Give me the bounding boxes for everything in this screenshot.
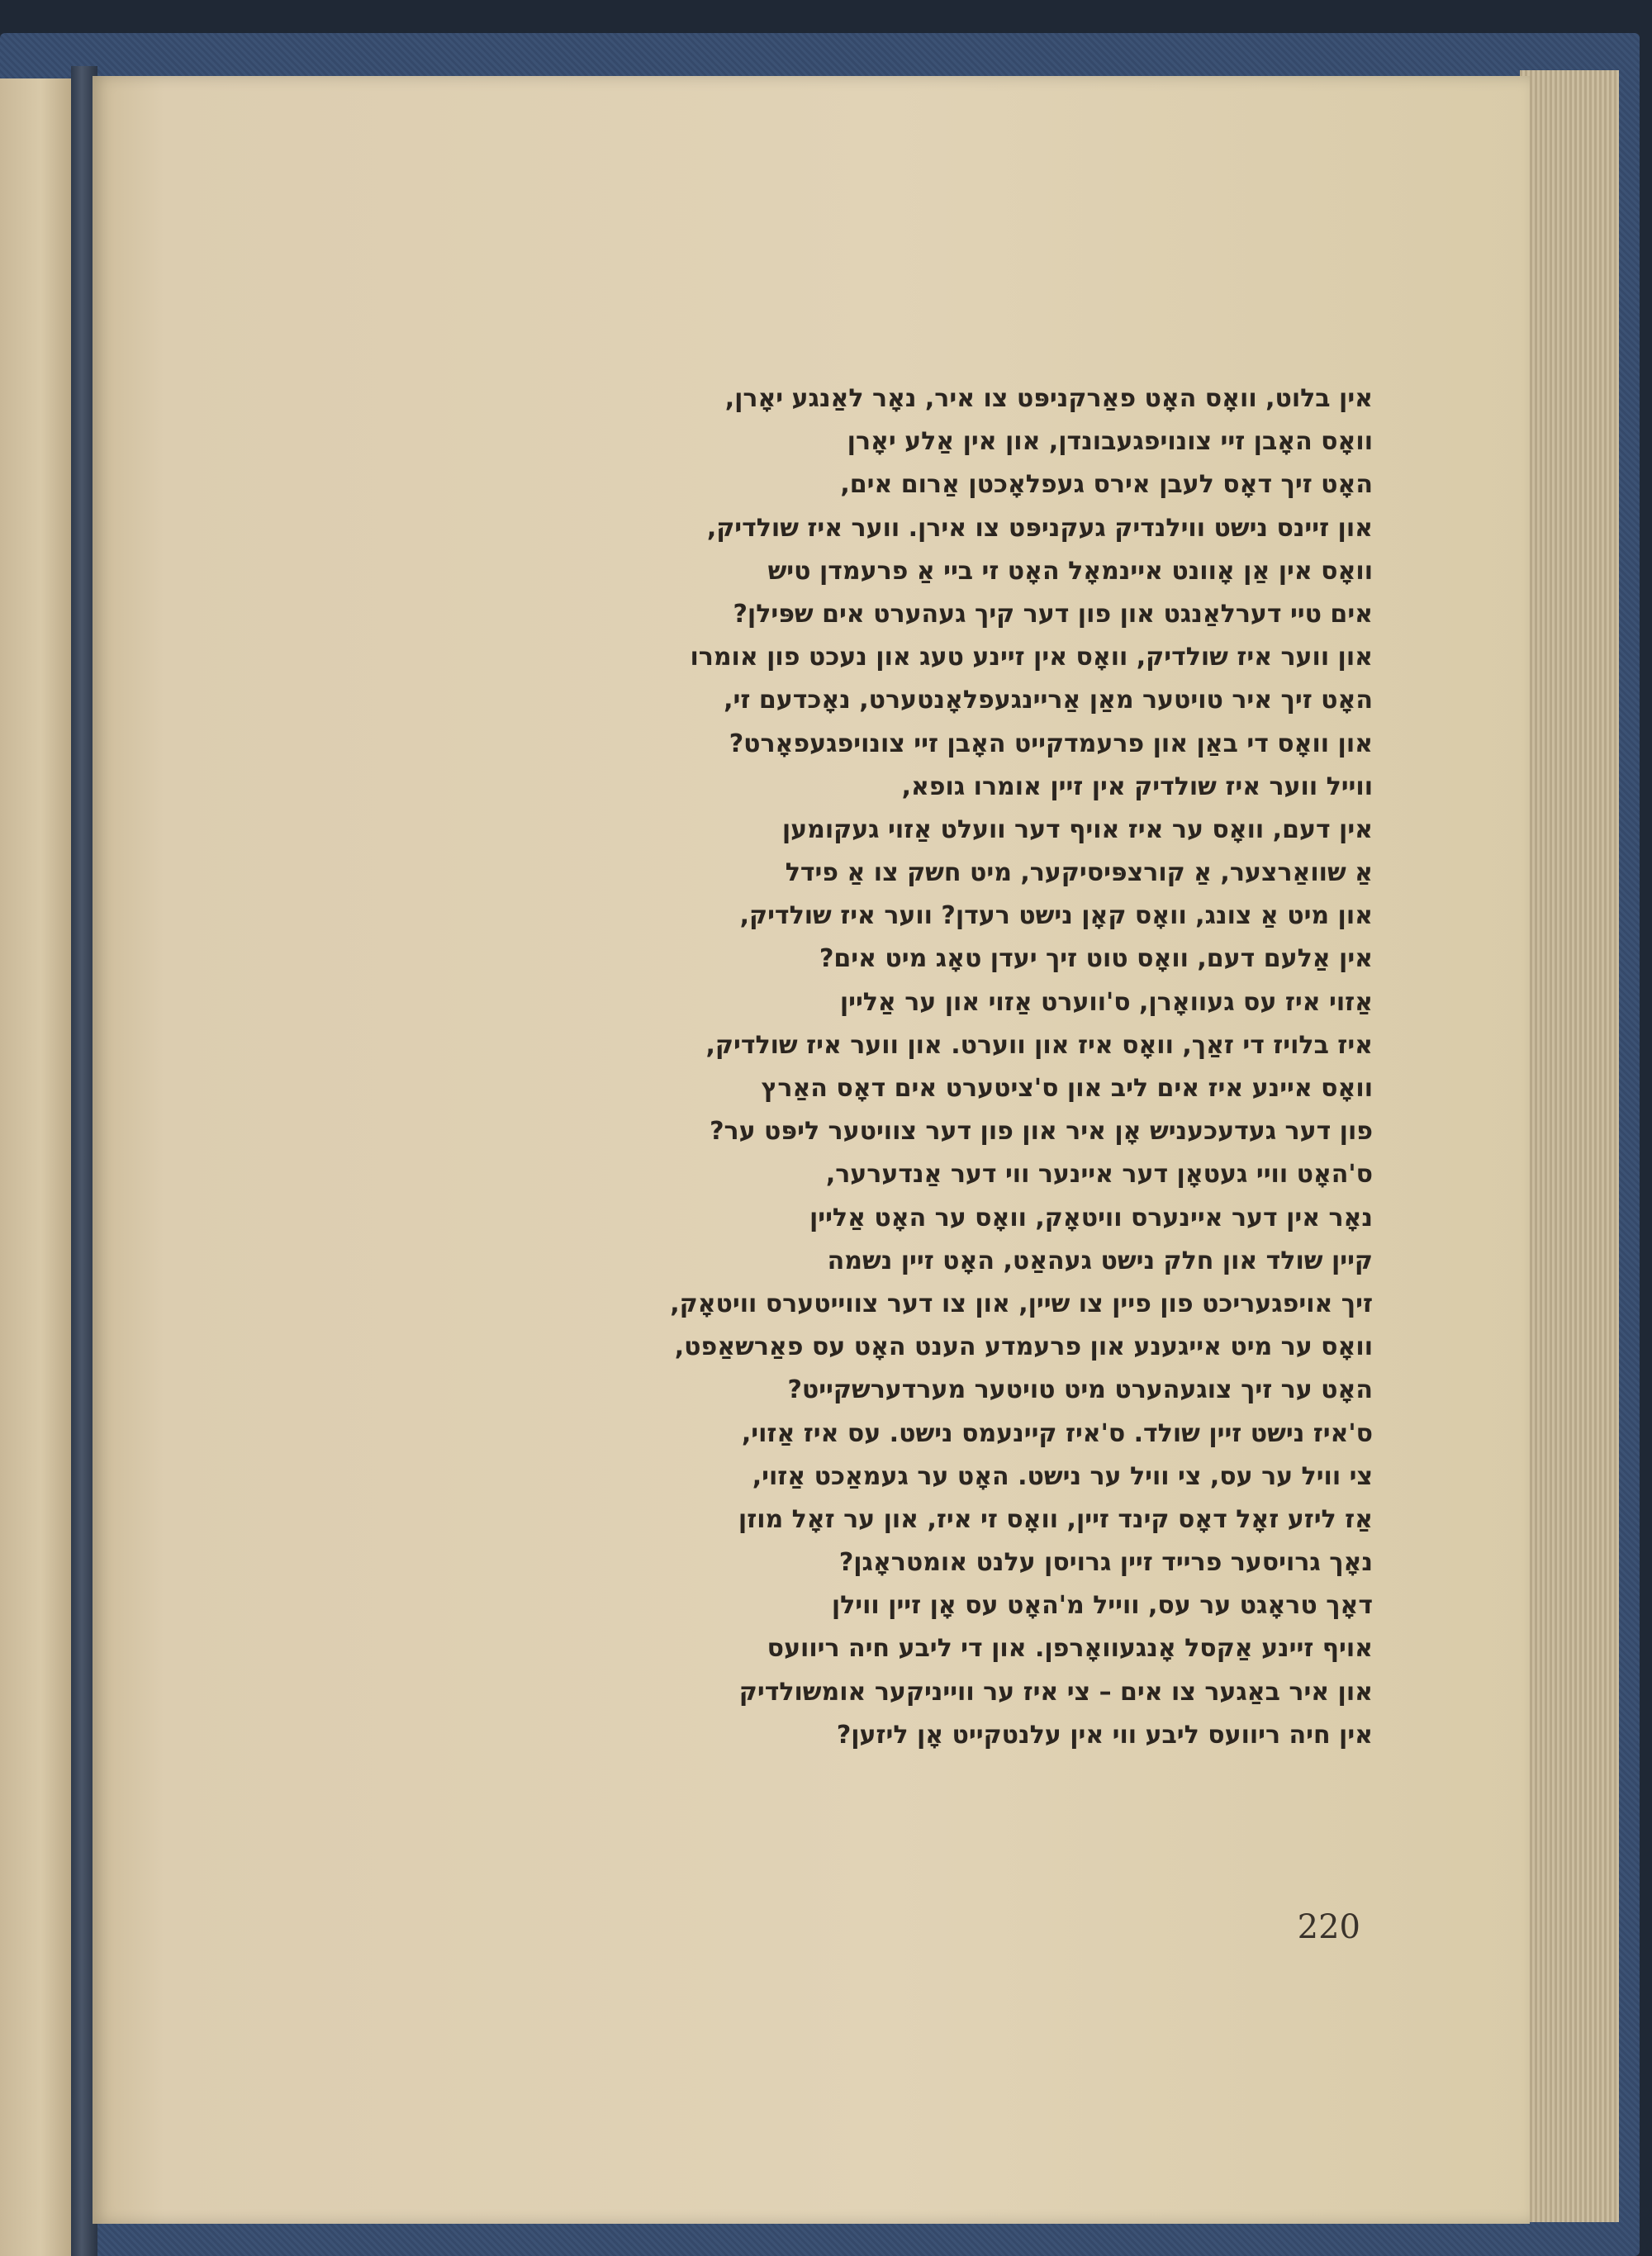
text-line: אין חיה ריוועס ליבע ווי אין עלנטקייט אָן ליזען? <box>836 1720 1373 1750</box>
text-line: און איר באַגער צו אים – צי איז ער ווייניקער אומשולדיק <box>738 1677 1373 1707</box>
text-line: האָט זיך דאָס לעבן אירס געפלאָכטן אַרום אים, <box>840 470 1373 500</box>
book-page <box>93 76 1530 2224</box>
left-page-edge <box>0 78 74 2256</box>
text-line: וואָס איינע איז אים ליב און ס'ציטערט אים דאָס האַרץ <box>761 1074 1373 1103</box>
text-line: דאָך טראָגט ער עס, ווייל מ'האָט עס אָן זיין ווילן <box>831 1591 1373 1621</box>
text-line: אין בלוט, וואָס האָט פאַרקניפּט צו איר, נאָר לאַנגע יאָרן, <box>724 384 1373 413</box>
text-line: ס'האָט וויי געטאָן דער איינער ווי דער אַנדערער, <box>825 1160 1373 1190</box>
text-line: ס'איז נישט זיין שולד. ס'איז קיינעמס נישט. עס איז אַזוי, <box>741 1418 1373 1448</box>
text-line: און וואָס די באַן און פרעמדקייט האָבן זיי צונויפגעפאָרט? <box>729 729 1373 758</box>
text-line: און זיינס נישט ווילנדיק געקניפּט צו אירן. ווער איז שולדיק, <box>706 513 1373 543</box>
text-line: צי וויל ער עס, צי וויל ער נישט. האָט ער געמאַכט אַזוי, <box>752 1461 1373 1491</box>
text-line: וואָס ער מיט אייגענע און פרעמדע הענט האָט עס פאַרשאַפט, <box>674 1332 1373 1362</box>
text-line: און מיט אַ צונג, וואָס קאָן נישט רעדן? ווער איז שולדיק, <box>739 901 1373 931</box>
text-line: אַ שוואַרצער, אַ קורצפּיסיקער, מיט חשק צו אַ פידל <box>785 858 1373 888</box>
text-line: קיין שולד און חלק נישט געהאַט, האָט זיין נשמה <box>827 1246 1373 1275</box>
page-number: 220 <box>1297 1908 1360 1946</box>
text-line: האָט זיך איר טויטער מאַן אַריינגעפלאָנטערט, נאָכדעם זי, <box>724 686 1373 715</box>
text-line: אים טיי דערלאַנגט און פון דער קיך געהערט אים שפּילן? <box>733 599 1373 629</box>
text-line: איז בלויז די זאַך, וואָס איז און ווערט. און ווער איז שולדיק, <box>705 1030 1373 1060</box>
text-line: אין דעם, וואָס ער איז אויף דער וועלט אַזוי געקומען <box>781 815 1373 844</box>
text-line: אין אַלעם דעם, וואָס טוט זיך יעדן טאָג מיט אים? <box>819 944 1373 974</box>
poem-text <box>423 378 1373 1889</box>
text-line: אויף זיינע אַקסל אָנגעוואָרפן. און די ליבע חיה ריוועס <box>767 1634 1373 1664</box>
text-line: וואָס אין אַן אָוונט איינמאָל האָט זי ביי אַ פרעמדן טיש <box>767 556 1373 586</box>
text-line: און ווער איז שולדיק, וואָס אין זיינע טעג און נעכט פון אומרו <box>690 643 1373 672</box>
text-line: נאָר אין דער איינערס וויטאָק, וואָס ער האָט אַליין <box>809 1203 1373 1232</box>
text-line: ווייל ווער איז שולדיק אין זיין אומרו גופא, <box>901 772 1373 801</box>
text-line: זיך אויפגעריכט פון פיין צו שיין, און צו דער צווייטערס וויטאָק, <box>670 1289 1373 1318</box>
text-line: אַז ליזע זאָל דאָס קינד זיין, וואָס זי איז, און ער זאָל מוזן <box>738 1504 1373 1534</box>
text-line: אַזוי איז עס געוואָרן, ס'ווערט אַזוי און ער אַליין <box>839 987 1373 1017</box>
page-edges <box>1520 70 1619 2222</box>
text-line: האָט ער זיך צוגעהערט מיט טויטער מערדערשקייט? <box>787 1375 1373 1405</box>
text-line: פון דער געדעכעניש אָן איר און פון דער צוויטער ליפּט ער? <box>710 1117 1373 1147</box>
text-line: נאָך גרויסער פרייד זיין גרויסן עלנט אומטראָגן? <box>838 1548 1373 1578</box>
text-line: וואָס האָבן זיי צונויפגעבונדן, און אין אַלע יאָרן <box>847 427 1373 457</box>
